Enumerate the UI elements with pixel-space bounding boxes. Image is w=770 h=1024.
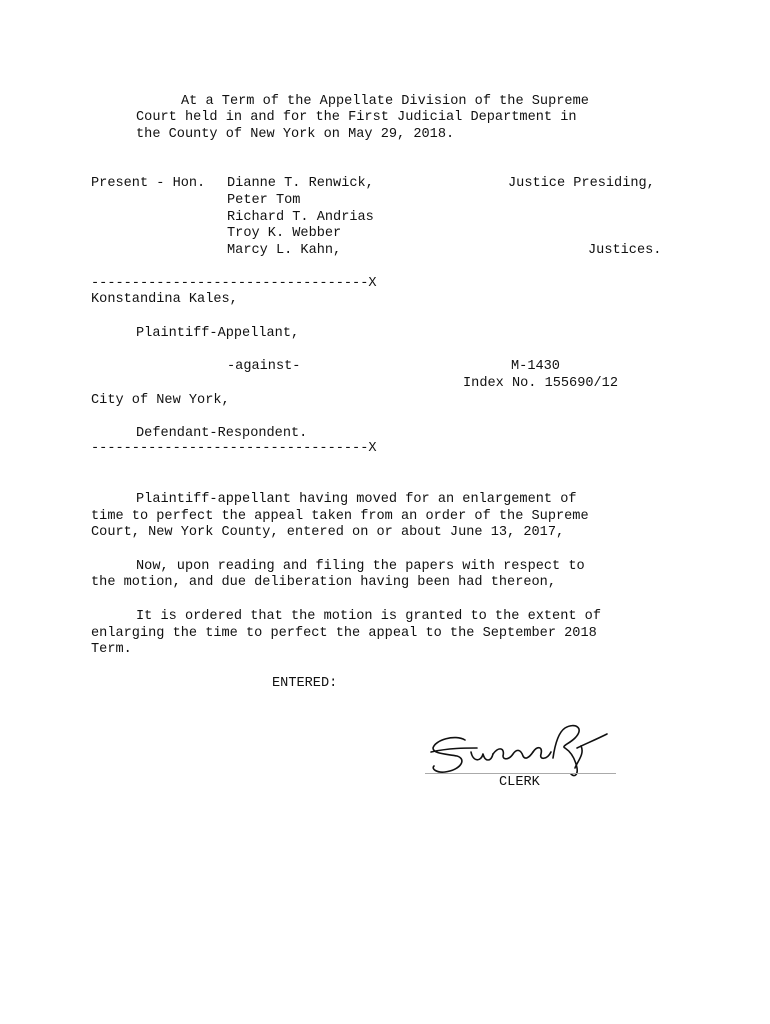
justices-title: Justices. — [588, 243, 662, 258]
against-label: -against- — [227, 359, 301, 374]
motion-number: M-1430 — [511, 359, 560, 374]
defendant-role: Defendant-Respondent. — [136, 426, 308, 441]
paragraph-3-line: It is ordered that the motion is granted to the extent of — [136, 609, 601, 624]
paragraph-3-line: enlarging the time to perfect the appeal to the September 2018 — [91, 626, 597, 641]
plaintiff-name: Konstandina Kales, — [91, 292, 238, 307]
caption-line-1: At a Term of the Appellate Division of the Supreme — [181, 94, 589, 109]
paragraph-2-line: Now, upon reading and filing the papers with respect to — [136, 559, 585, 574]
paragraph-1-line: Court, New York County, entered on or about June 13, 2017, — [91, 525, 565, 540]
present-label: Present - Hon. — [91, 176, 206, 191]
paragraph-2-line: the motion, and due deliberation having been had thereon, — [91, 575, 556, 590]
justice-name: Marcy L. Kahn, — [227, 243, 342, 258]
defendant-name: City of New York, — [91, 393, 230, 408]
paragraph-1-line: time to perfect the appeal taken from an order of the Supreme — [91, 509, 589, 524]
justice-name: Troy K. Webber — [227, 226, 342, 241]
presiding-title: Justice Presiding, — [508, 176, 655, 191]
separator-top: ----------------------------------X — [91, 276, 377, 291]
clerk-signature — [425, 718, 625, 780]
caption-line-2: Court held in and for the First Judicial Department in — [136, 110, 577, 125]
justice-name: Richard T. Andrias — [227, 210, 374, 225]
index-number: Index No. 155690/12 — [463, 376, 618, 391]
justice-name: Peter Tom — [227, 193, 301, 208]
separator-bottom: ----------------------------------X — [91, 441, 377, 456]
plaintiff-role: Plaintiff-Appellant, — [136, 326, 300, 341]
entered-label: ENTERED: — [272, 676, 338, 691]
paragraph-1-line: Plaintiff-appellant having moved for an enlargement of — [136, 492, 577, 507]
clerk-title: CLERK — [499, 775, 540, 790]
justice-name: Dianne T. Renwick, — [227, 176, 374, 191]
signature-line — [425, 773, 616, 774]
caption-line-3: the County of New York on May 29, 2018. — [136, 127, 455, 142]
paragraph-3-line: Term. — [91, 642, 132, 657]
